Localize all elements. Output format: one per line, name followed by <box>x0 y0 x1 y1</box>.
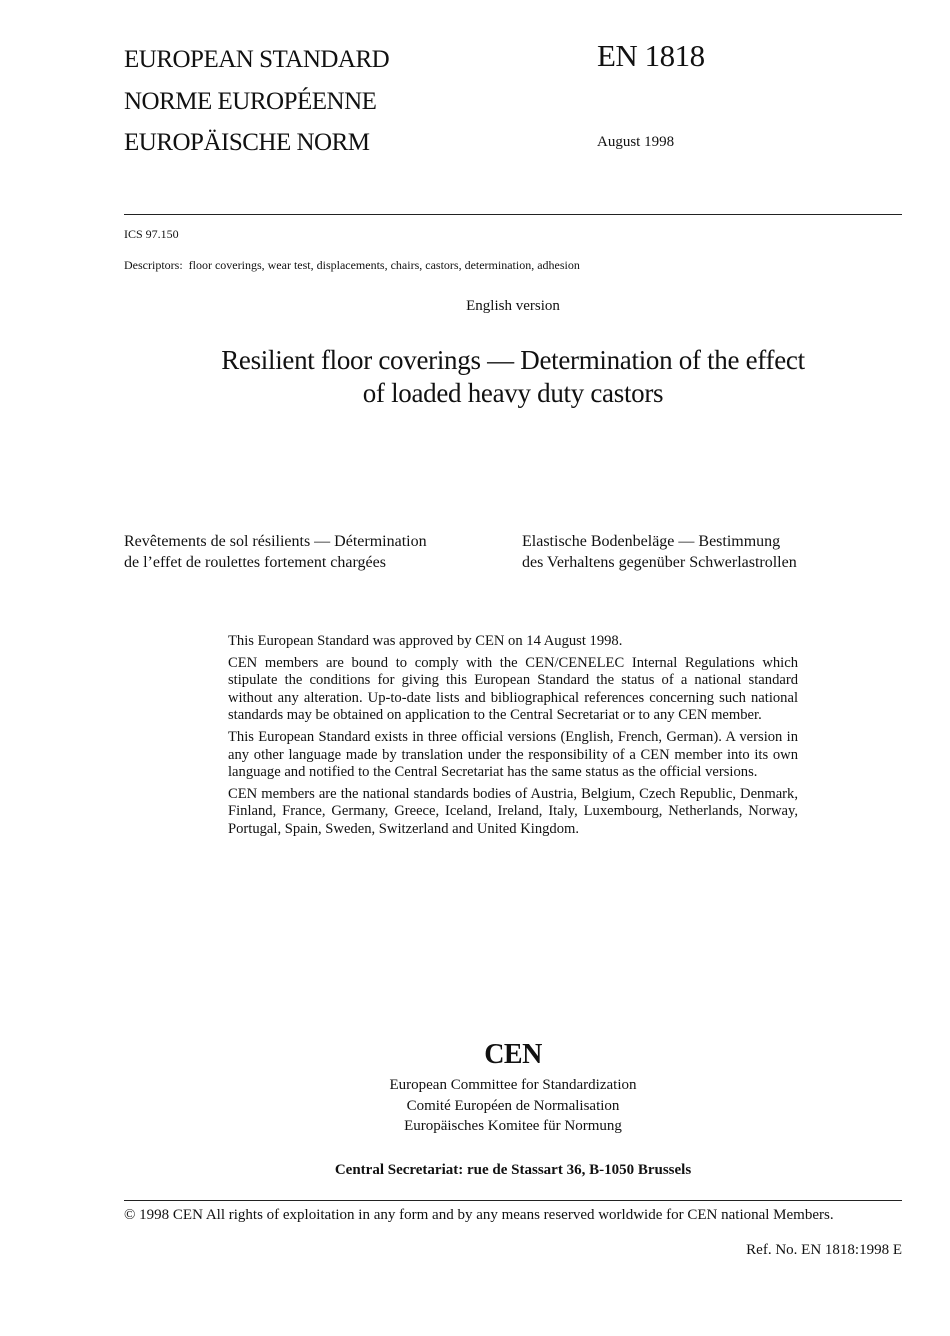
version-label: English version <box>466 298 560 314</box>
cen-name-en: European Committee for Standardization <box>389 1077 637 1093</box>
header-line-de: EUROPÄISCHE NORM <box>124 129 370 156</box>
header-line-en: EUROPEAN STANDARD <box>124 46 390 73</box>
cen-names <box>0 1075 950 1137</box>
body-paragraph: CEN members are bound to comply with the CEN/CENELEC Internal Regulations which stipulate the conditions for giving this European Standard the status of a national standard without any alteration. Up-to-date lists and bibliographical references concerning such national standards may be obtained on application to the Central Secretariat or to any CEN member. <box>228 654 798 724</box>
body-paragraph: This European Standard exists in three official versions (English, French, German). A version in any other language made by translation under the responsibility of a CEN member into its own language and notified to the Central Secretariat has the same status as the official versions. <box>228 728 798 781</box>
french-title-line-2: de l’effet de roulettes fortement chargées <box>124 554 386 571</box>
descriptors <box>124 258 580 273</box>
french-title-line-1: Revêtements de sol résilients — Détermination <box>124 533 427 550</box>
body-paragraph: This European Standard was approved by CEN on 14 August 1998. <box>228 633 623 649</box>
central-secretariat: Central Secretariat: rue de Stassart 36, B-1050 Brussels <box>334 1162 692 1178</box>
descriptors-label: Descriptors: <box>124 258 183 272</box>
copyright-notice: © 1998 CEN All rights of exploitation in any form and by any means reserved worldwide for CEN national Members. <box>124 1207 834 1223</box>
ics-code: ICS 97.150 <box>124 227 179 241</box>
reference-number: Ref. No. EN 1818:1998 E <box>746 1242 902 1258</box>
header-line-fr: NORME EUROPÉENNE <box>124 88 377 115</box>
german-title-line-1: Elastische Bodenbeläge — Bestimmung <box>522 533 781 550</box>
cen-name-fr: Comité Européen de Normalisation <box>406 1097 620 1114</box>
title-line-1: Resilient floor coverings — Determination of the effect <box>221 345 805 375</box>
title-line-2: of loaded heavy duty castors <box>362 378 664 408</box>
footer-divider <box>124 1200 902 1201</box>
standard-number: EN 1818 <box>597 38 705 73</box>
french-title <box>124 531 427 573</box>
publication-date: August 1998 <box>597 134 675 150</box>
cen-name-de: Europäisches Komitee für Normung <box>404 1118 622 1134</box>
descriptors-value: floor coverings, wear test, displacements, chairs, castors, determination, adhesion <box>188 258 580 272</box>
body-paragraph: CEN members are the national standards bodies of Austria, Belgium, Czech Republic, Denmark, Finland, France, Germany, Greece, Iceland, Ireland, Italy, Luxembourg, Netherlands, Norway, Portugal, Spain, Sweden, Switzerland and United Kingdom. <box>228 785 798 837</box>
german-title-line-2: des Verhaltens gegenüber Schwerlastrollen <box>522 554 797 571</box>
document-title <box>124 344 902 410</box>
german-title <box>522 531 797 573</box>
approval-text <box>228 633 798 843</box>
header-divider <box>124 214 902 215</box>
cen-logo: CEN <box>484 1039 542 1070</box>
